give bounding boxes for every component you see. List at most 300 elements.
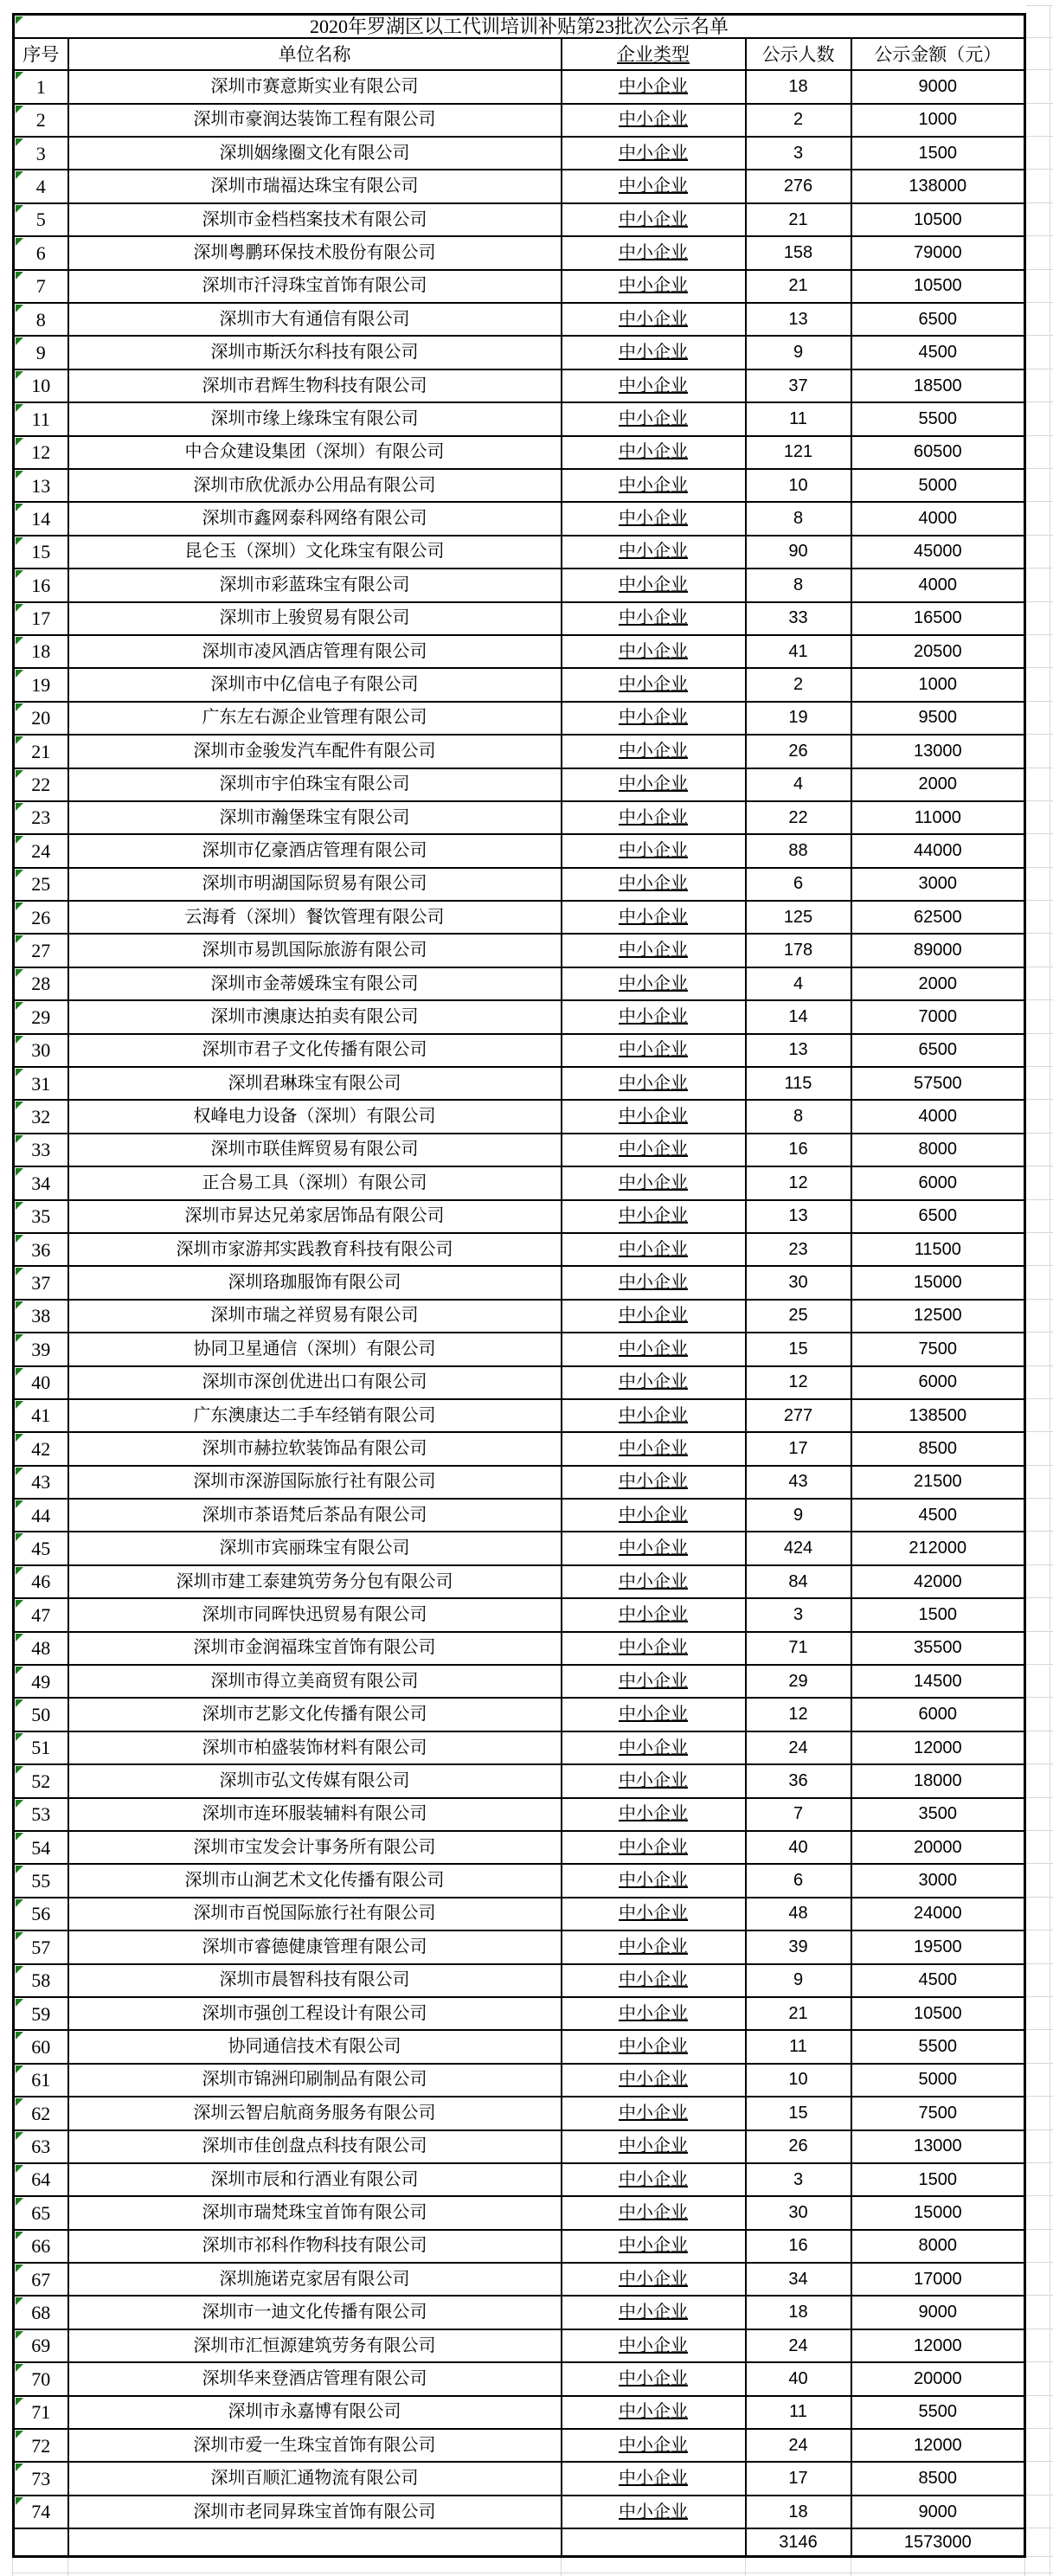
cell-company-name: 深圳市艺影文化传播有限公司 <box>68 1698 562 1731</box>
cell-enterprise-type: 中小企业 <box>562 901 746 934</box>
cell-seq-number: 47 <box>14 1598 68 1631</box>
table-row <box>14 1466 1025 1499</box>
cell-seq-number: 61 <box>14 2064 68 2097</box>
cell-seq-number: 64 <box>14 2163 68 2196</box>
cell-company-name: 深圳市金骏发汽车配件有限公司 <box>68 735 562 768</box>
cell-company-name: 深圳云智启航商务服务有限公司 <box>68 2097 562 2130</box>
cell-company-name: 深圳市欣优派办公用品有限公司 <box>68 469 562 502</box>
cell-enterprise-type: 中小企业 <box>562 1565 746 1598</box>
cell-error-indicator-icon <box>16 1202 23 1210</box>
table-row <box>14 1764 1025 1797</box>
cell-error-indicator-icon <box>16 1301 23 1309</box>
cell-company-name: 深圳市建工泰建筑劳务分包有限公司 <box>68 1565 562 1598</box>
cell-seq-number: 35 <box>14 1200 68 1233</box>
cell-person-count: 16 <box>746 2230 851 2263</box>
cell-person-count: 71 <box>746 1632 851 1665</box>
cell-seq-number: 1 <box>14 70 68 103</box>
cell-company-name: 深圳市睿德健康管理有限公司 <box>68 1930 562 1963</box>
cell-person-count: 8 <box>746 569 851 601</box>
cell-seq-number: 74 <box>14 2496 68 2528</box>
cell-seq-number: 72 <box>14 2429 68 2462</box>
cell-company-name: 深圳市一迪文化传播有限公司 <box>68 2296 562 2329</box>
cell-company-name: 深圳市昇达兄弟家居饰品有限公司 <box>68 1200 562 1233</box>
table-row <box>14 1499 1025 1532</box>
cell-company-name: 深圳市金润福珠宝首饰有限公司 <box>68 1632 562 1665</box>
cell-person-count: 40 <box>746 1831 851 1864</box>
cell-company-name: 深圳市金蒂媛珠宝有限公司 <box>68 967 562 1000</box>
cell-amount: 4500 <box>851 1499 1025 1532</box>
cell-enterprise-type: 中小企业 <box>562 1499 746 1532</box>
cell-seq-number: 21 <box>14 735 68 768</box>
cell-person-count: 13 <box>746 303 851 336</box>
cell-error-indicator-icon <box>16 1866 23 1873</box>
cell-person-count: 33 <box>746 602 851 635</box>
cell-person-count: 18 <box>746 70 851 103</box>
cell-error-indicator-icon <box>16 1966 23 1974</box>
cell-amount: 45000 <box>851 536 1025 569</box>
cell-company-name: 中合众建设集团（深圳）有限公司 <box>68 436 562 469</box>
cell-amount: 1500 <box>851 137 1025 170</box>
cell-amount: 20500 <box>851 635 1025 668</box>
table-row <box>14 236 1025 269</box>
cell-amount: 6500 <box>851 303 1025 336</box>
cell-seq-number: 65 <box>14 2196 68 2229</box>
cell-amount: 5500 <box>851 2396 1025 2429</box>
cell-company-name: 深圳市柏盛装饰材料有限公司 <box>68 1731 562 1764</box>
cell-amount: 21500 <box>851 1466 1025 1499</box>
cell-enterprise-type: 中小企业 <box>562 469 746 502</box>
cell-enterprise-type: 中小企业 <box>562 104 746 137</box>
cell-error-indicator-icon <box>16 1899 23 1907</box>
cell-company-name: 深圳市瑞梵珠宝首饰有限公司 <box>68 2196 562 2229</box>
cell-seq-number: 10 <box>14 369 68 402</box>
cell-error-indicator-icon <box>16 1368 23 1376</box>
cell-company-name: 深圳施诺克家居有限公司 <box>68 2263 562 2296</box>
cell-company-name: 正合易工具（深圳）有限公司 <box>68 1166 562 1199</box>
cell-company-name: 深圳市君辉生物科技有限公司 <box>68 369 562 402</box>
cell-seq-number: 38 <box>14 1300 68 1333</box>
cell-seq-number: 19 <box>14 668 68 701</box>
cell-company-name: 云海肴（深圳）餐饮管理有限公司 <box>68 901 562 934</box>
cell-person-count: 3 <box>746 1598 851 1631</box>
cell-person-count: 10 <box>746 469 851 502</box>
cell-error-indicator-icon <box>16 171 23 179</box>
cell-enterprise-type: 中小企业 <box>562 934 746 967</box>
cell-error-indicator-icon <box>16 670 23 678</box>
cell-person-count: 125 <box>746 901 851 934</box>
cell-company-name: 深圳市宾丽珠宝有限公司 <box>68 1532 562 1564</box>
total-person-count: 3146 <box>746 2528 851 2557</box>
cell-person-count: 30 <box>746 1266 851 1299</box>
cell-error-indicator-icon <box>16 1268 23 1275</box>
table-row <box>14 336 1025 369</box>
cell-company-name: 深圳市锦洲印刷制品有限公司 <box>68 2064 562 2097</box>
cell-enterprise-type: 中小企业 <box>562 768 746 801</box>
cell-person-count: 178 <box>746 934 851 967</box>
cell-company-name: 深圳市强创工程设计有限公司 <box>68 1997 562 2030</box>
cell-amount: 60500 <box>851 436 1025 469</box>
cell-amount: 79000 <box>851 236 1025 269</box>
cell-amount: 19500 <box>851 1930 1025 1963</box>
cell-company-name: 深圳市茶语梵后茶品有限公司 <box>68 1499 562 1532</box>
cell-company-name: 深圳市深游国际旅行社有限公司 <box>68 1466 562 1499</box>
cell-company-name: 深圳市金档档案技术有限公司 <box>68 203 562 236</box>
cell-amount: 5500 <box>851 2030 1025 2063</box>
cell-company-name: 深圳市君子文化传播有限公司 <box>68 1034 562 1067</box>
cell-company-name: 深圳珞珈服饰有限公司 <box>68 1266 562 1299</box>
cell-company-name: 深圳市联佳辉贸易有限公司 <box>68 1134 562 1166</box>
cell-enterprise-type: 中小企业 <box>562 1632 746 1665</box>
cell-amount: 6500 <box>851 1034 1025 1067</box>
cell-error-indicator-icon <box>16 471 23 479</box>
cell-error-indicator-icon <box>16 1667 23 1674</box>
table-row <box>14 203 1025 236</box>
cell-person-count: 26 <box>746 735 851 768</box>
cell-amount: 10500 <box>851 1997 1025 2030</box>
cell-company-name: 深圳市上骏贸易有限公司 <box>68 602 562 635</box>
cell-error-indicator-icon <box>16 1002 23 1010</box>
cell-error-indicator-icon <box>16 2198 23 2206</box>
cell-seq-number: 15 <box>14 536 68 569</box>
table-row <box>14 1565 1025 1598</box>
cell-company-name: 广东左右源企业管理有限公司 <box>68 702 562 735</box>
cell-error-indicator-icon <box>16 1833 23 1840</box>
table-row <box>14 369 1025 402</box>
cell-enterprise-type: 中小企业 <box>562 2429 746 2462</box>
cell-person-count: 6 <box>746 868 851 901</box>
cell-enterprise-type: 中小企业 <box>562 801 746 834</box>
cell-error-indicator-icon <box>16 703 23 711</box>
cell-company-name: 深圳市斯沃尔科技有限公司 <box>68 336 562 369</box>
cell-enterprise-type: 中小企业 <box>562 1831 746 1864</box>
total-type-cell <box>562 2528 746 2557</box>
table-row <box>14 104 1025 137</box>
cell-enterprise-type: 中小企业 <box>562 1997 746 2030</box>
cell-seq-number: 26 <box>14 901 68 934</box>
cell-enterprise-type: 中小企业 <box>562 735 746 768</box>
cell-person-count: 23 <box>746 1233 851 1266</box>
cell-person-count: 24 <box>746 2329 851 2362</box>
cell-amount: 16500 <box>851 602 1025 635</box>
cell-company-name: 深圳市赛意斯实业有限公司 <box>68 70 562 103</box>
cell-enterprise-type: 中小企业 <box>562 2296 746 2329</box>
cell-amount: 138500 <box>851 1399 1025 1432</box>
cell-seq-number: 27 <box>14 934 68 967</box>
cell-company-name: 昆仑玉（深圳）文化珠宝有限公司 <box>68 536 562 569</box>
cell-seq-number: 67 <box>14 2263 68 2296</box>
cell-amount: 9500 <box>851 702 1025 735</box>
cell-company-name: 深圳市家游邦实践教育科技有限公司 <box>68 1233 562 1266</box>
cell-person-count: 4 <box>746 768 851 801</box>
table-row <box>14 1930 1025 1963</box>
table-row <box>14 1233 1025 1266</box>
cell-error-indicator-icon <box>16 1533 23 1541</box>
cell-error-indicator-icon <box>16 537 23 545</box>
cell-company-name: 深圳市凌风酒店管理有限公司 <box>68 635 562 668</box>
cell-error-indicator-icon <box>16 1800 23 1808</box>
cell-seq-number: 55 <box>14 1864 68 1897</box>
cell-error-indicator-icon <box>16 1036 23 1044</box>
cell-error-indicator-icon <box>16 903 23 910</box>
table-row <box>14 668 1025 701</box>
cell-seq-number: 56 <box>14 1898 68 1930</box>
cell-error-indicator-icon <box>16 1600 23 1608</box>
table-row <box>14 1200 1025 1233</box>
cell-enterprise-type: 中小企业 <box>562 1964 746 1997</box>
cell-amount: 35500 <box>851 1632 1025 1665</box>
cell-error-indicator-icon <box>16 803 23 811</box>
cell-person-count: 9 <box>746 1964 851 1997</box>
cell-enterprise-type: 中小企业 <box>562 2462 746 2495</box>
cell-error-indicator-icon <box>16 2497 23 2505</box>
cell-enterprise-type: 中小企业 <box>562 137 746 170</box>
cell-seq-number: 52 <box>14 1764 68 1797</box>
cell-enterprise-type: 中小企业 <box>562 1665 746 1698</box>
cell-amount: 5000 <box>851 469 1025 502</box>
cell-person-count: 17 <box>746 2462 851 2495</box>
table-row <box>14 436 1025 469</box>
cell-seq-number: 11 <box>14 402 68 435</box>
cell-enterprise-type: 中小企业 <box>562 1698 746 1731</box>
cell-company-name: 深圳市祁科作物科技有限公司 <box>68 2230 562 2263</box>
cell-error-indicator-icon <box>16 337 23 345</box>
table-title-cell <box>14 15 1025 39</box>
cell-person-count: 14 <box>746 1000 851 1033</box>
cell-enterprise-type: 中小企业 <box>562 203 746 236</box>
cell-company-name: 协同通信技术有限公司 <box>68 2030 562 2063</box>
cell-amount: 14500 <box>851 1665 1025 1698</box>
cell-seq-number: 30 <box>14 1034 68 1067</box>
cell-amount: 5000 <box>851 2064 1025 2097</box>
cell-error-indicator-icon <box>16 2132 23 2140</box>
cell-error-indicator-icon <box>16 2331 23 2339</box>
cell-company-name: 深圳市明湖国际贸易有限公司 <box>68 868 562 901</box>
table-row <box>14 1898 1025 1930</box>
cell-company-name: 深圳市豪润达装饰工程有限公司 <box>68 104 562 137</box>
cell-amount: 8500 <box>851 2462 1025 2495</box>
cell-company-name: 深圳市瑞福达珠宝有限公司 <box>68 170 562 202</box>
cell-enterprise-type: 中小企业 <box>562 236 746 269</box>
cell-seq-number: 69 <box>14 2329 68 2362</box>
cell-seq-number: 14 <box>14 502 68 535</box>
cell-seq-number: 46 <box>14 1565 68 1598</box>
cell-company-name: 深圳市老同昇珠宝首饰有限公司 <box>68 2496 562 2528</box>
cell-amount: 9000 <box>851 2296 1025 2329</box>
cell-amount: 62500 <box>851 901 1025 934</box>
cell-error-indicator-icon <box>16 2297 23 2305</box>
cell-enterprise-type: 中小企业 <box>562 536 746 569</box>
cell-person-count: 8 <box>746 1100 851 1133</box>
cell-person-count: 84 <box>746 1565 851 1598</box>
cell-enterprise-type: 中小企业 <box>562 402 746 435</box>
cell-seq-number: 4 <box>14 170 68 202</box>
cell-company-name: 深圳市缘上缘珠宝有限公司 <box>68 402 562 435</box>
table-row <box>14 170 1025 202</box>
cell-amount: 11000 <box>851 801 1025 834</box>
cell-enterprise-type: 中小企业 <box>562 1000 746 1033</box>
cell-seq-number: 32 <box>14 1100 68 1133</box>
cell-company-name: 深圳市同晖快迅贸易有限公司 <box>68 1598 562 1631</box>
cell-error-indicator-icon <box>16 570 23 578</box>
cell-company-name: 深圳市彩蓝珠宝有限公司 <box>68 569 562 601</box>
cell-company-name: 深圳市百悦国际旅行社有限公司 <box>68 1898 562 1930</box>
cell-amount: 7500 <box>851 1333 1025 1365</box>
cell-enterprise-type: 中小企业 <box>562 1898 746 1930</box>
cell-person-count: 37 <box>746 369 851 402</box>
cell-seq-number: 40 <box>14 1366 68 1399</box>
cell-company-name: 深圳粤鹏环保技术股份有限公司 <box>68 236 562 269</box>
cell-person-count: 3 <box>746 137 851 170</box>
cell-amount: 6000 <box>851 1166 1025 1199</box>
cell-seq-number: 59 <box>14 1997 68 2030</box>
cell-enterprise-type: 中小企业 <box>562 1067 746 1100</box>
cell-seq-number: 28 <box>14 967 68 1000</box>
cell-company-name: 深圳市宝发会计事务所有限公司 <box>68 1831 562 1864</box>
cell-person-count: 11 <box>746 2030 851 2063</box>
table-row <box>14 2396 1025 2429</box>
cell-amount: 15000 <box>851 2196 1025 2229</box>
cell-person-count: 13 <box>746 1034 851 1067</box>
cell-amount: 3500 <box>851 1798 1025 1831</box>
cell-person-count: 88 <box>746 834 851 867</box>
cell-person-count: 12 <box>746 1166 851 1199</box>
table-row <box>14 2263 1025 2296</box>
cell-enterprise-type: 中小企业 <box>562 1864 746 1897</box>
cell-amount: 4000 <box>851 569 1025 601</box>
cell-enterprise-type: 中小企业 <box>562 1266 746 1299</box>
cell-company-name: 深圳华来登酒店管理有限公司 <box>68 2362 562 2395</box>
total-row <box>14 2528 1025 2557</box>
cell-seq-number: 12 <box>14 436 68 469</box>
cell-seq-number: 39 <box>14 1333 68 1365</box>
cell-seq-number: 60 <box>14 2030 68 2063</box>
cell-enterprise-type: 中小企业 <box>562 1798 746 1831</box>
cell-seq-number: 37 <box>14 1266 68 1299</box>
table-row <box>14 834 1025 867</box>
column-header-seq: 序号 <box>14 38 68 70</box>
table-row <box>14 1831 1025 1864</box>
cell-amount: 6000 <box>851 1698 1025 1731</box>
cell-error-indicator-icon <box>16 2398 23 2406</box>
cell-amount: 12500 <box>851 1300 1025 1333</box>
cell-person-count: 16 <box>746 1134 851 1166</box>
cell-amount: 6500 <box>851 1200 1025 1233</box>
cell-amount: 24000 <box>851 1898 1025 1930</box>
cell-enterprise-type: 中小企业 <box>562 1300 746 1333</box>
cell-amount: 12000 <box>851 2329 1025 2362</box>
cell-enterprise-type: 中小企业 <box>562 502 746 535</box>
total-amount: 1573000 <box>851 2528 1025 2557</box>
table-row <box>14 1266 1025 1299</box>
table-row <box>14 1798 1025 1831</box>
cell-amount: 7500 <box>851 2097 1025 2130</box>
cell-company-name: 深圳市瀚堡珠宝有限公司 <box>68 801 562 834</box>
cell-seq-number: 36 <box>14 1233 68 1266</box>
cell-person-count: 21 <box>746 203 851 236</box>
cell-person-count: 17 <box>746 1432 851 1465</box>
table-row <box>14 934 1025 967</box>
table-row <box>14 2230 1025 2263</box>
cell-company-name: 深圳市山涧艺术文化传播有限公司 <box>68 1864 562 1897</box>
cell-seq-number: 58 <box>14 1964 68 1997</box>
cell-amount: 42000 <box>851 1565 1025 1598</box>
table-row <box>14 602 1025 635</box>
cell-amount: 10500 <box>851 270 1025 303</box>
cell-amount: 13000 <box>851 735 1025 768</box>
title-row <box>14 15 1025 39</box>
cell-seq-number: 43 <box>14 1466 68 1499</box>
table-row <box>14 1665 1025 1698</box>
column-header-type: 企业类型 <box>562 38 746 70</box>
cell-amount: 8000 <box>851 1134 1025 1166</box>
cell-person-count: 41 <box>746 635 851 668</box>
cell-amount: 8000 <box>851 2230 1025 2263</box>
cell-company-name: 深圳市赫拉软装饰品有限公司 <box>68 1432 562 1465</box>
cell-amount: 8500 <box>851 1432 1025 1465</box>
cell-seq-number: 34 <box>14 1166 68 1199</box>
cell-error-indicator-icon <box>16 1699 23 1707</box>
cell-error-indicator-icon <box>16 1401 23 1409</box>
cell-person-count: 22 <box>746 801 851 834</box>
cell-company-name: 深圳市易凯国际旅游有限公司 <box>68 934 562 967</box>
table-row <box>14 868 1025 901</box>
table-row <box>14 1598 1025 1631</box>
cell-enterprise-type: 中小企业 <box>562 2230 746 2263</box>
cell-enterprise-type: 中小企业 <box>562 1200 746 1233</box>
cell-person-count: 26 <box>746 2130 851 2163</box>
table-row <box>14 70 1025 103</box>
cell-person-count: 21 <box>746 270 851 303</box>
cell-seq-number: 13 <box>14 469 68 502</box>
cell-enterprise-type: 中小企业 <box>562 967 746 1000</box>
cell-error-indicator-icon <box>16 2232 23 2239</box>
cell-seq-number: 5 <box>14 203 68 236</box>
column-header-amount: 公示金额（元） <box>851 38 1025 70</box>
cell-error-indicator-icon <box>16 1733 23 1741</box>
cell-enterprise-type: 中小企业 <box>562 1532 746 1564</box>
cell-error-indicator-icon <box>16 836 23 844</box>
cell-enterprise-type: 中小企业 <box>562 2130 746 2163</box>
table-row <box>14 2196 1025 2229</box>
cell-seq-number: 20 <box>14 702 68 735</box>
cell-seq-number: 2 <box>14 104 68 137</box>
cell-person-count: 2 <box>746 104 851 137</box>
cell-error-indicator-icon <box>16 2464 23 2471</box>
table-row <box>14 2064 1025 2097</box>
cell-person-count: 10 <box>746 2064 851 2097</box>
cell-person-count: 25 <box>746 1300 851 1333</box>
table-row <box>14 303 1025 336</box>
table-row <box>14 768 1025 801</box>
cell-seq-number: 41 <box>14 1399 68 1432</box>
cell-enterprise-type: 中小企业 <box>562 170 746 202</box>
cell-seq-number: 71 <box>14 2396 68 2429</box>
cell-company-name: 深圳市深创优进出口有限公司 <box>68 1366 562 1399</box>
table-row <box>14 2163 1025 2196</box>
cell-company-name: 深圳君琳珠宝有限公司 <box>68 1067 562 1100</box>
cell-enterprise-type: 中小企业 <box>562 1100 746 1133</box>
cell-seq-number: 70 <box>14 2362 68 2395</box>
cell-error-indicator-icon <box>16 2065 23 2073</box>
cell-error-indicator-icon <box>16 1468 23 1475</box>
cell-seq-number: 16 <box>14 569 68 601</box>
cell-amount: 5500 <box>851 402 1025 435</box>
total-seq-cell <box>14 2528 68 2557</box>
cell-person-count: 29 <box>746 1665 851 1698</box>
cell-error-indicator-icon <box>16 205 23 213</box>
table-row <box>14 1997 1025 2030</box>
cell-amount: 89000 <box>851 934 1025 967</box>
